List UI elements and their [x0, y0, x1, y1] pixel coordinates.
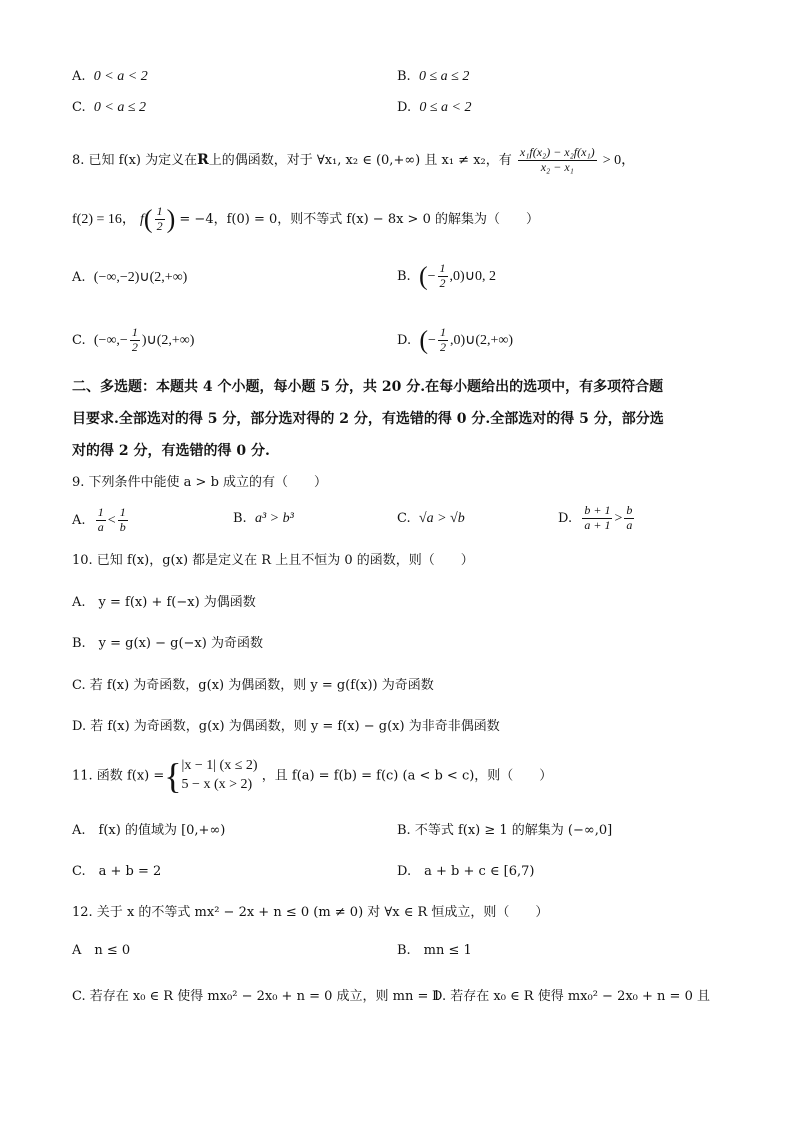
q8-option-d-frac-num: 1 — [439, 325, 446, 339]
q7-option-b-text: 0 ≤ a ≤ 2 — [418, 69, 470, 84]
q8-line2-a: f(2) = 16， — [72, 211, 136, 227]
q8-option-b-frac-den: 2 — [439, 275, 446, 290]
q9-option-a — [72, 506, 130, 535]
q8-half-num: 1 — [156, 204, 163, 218]
q7-option-b-label: B. — [397, 69, 411, 84]
q8-option-c-frac — [130, 326, 140, 355]
q9-a-lt: < — [107, 512, 116, 528]
q9-option-b-label: B. — [233, 511, 247, 526]
q9-d-left-den: a + 1 — [584, 517, 611, 532]
q12-stem: 12. 关于 x 的不等式 mx² − 2x + n ≤ 0 (m ≠ 0) 对 ∀x ∈ R 恒成立，则（ ） — [72, 905, 549, 920]
q11-cases — [182, 757, 258, 795]
q8-option-b-label: B. — [397, 268, 411, 284]
q8-line2-f: f — [140, 211, 144, 227]
q7-option-d — [397, 101, 472, 115]
q9-a-right-den: b — [119, 519, 126, 534]
q8-option-c — [72, 326, 194, 355]
q8-fraction — [518, 146, 597, 175]
q12-option-c: C. 若存在 x₀ ∈ R 使得 mx₀² − 2x₀ + n = 0 成立，则 mn = 1 — [72, 989, 441, 1004]
q9-option-d-frac-right — [624, 504, 634, 533]
q8-option-d-tail: ,0)∪(2,+∞) — [449, 332, 514, 348]
q11-option-d: D. a + b + c ∈ [6,7) — [397, 864, 535, 879]
q9-option-b — [233, 512, 294, 526]
q8-half-den: 2 — [156, 218, 163, 233]
q12-option-b: B. mn ≤ 1 — [397, 943, 472, 958]
q9-a-left-num: 1 — [97, 505, 104, 519]
q8-option-c-label: C. — [72, 332, 86, 348]
q8-option-b-frac-num: 1 — [439, 261, 446, 275]
section2-line2: 目要求.全部选对的得 5 分，部分选对得的 2 分，有选错的得 0 分.全部选对的得 5 分，部分选 — [72, 411, 664, 427]
q7-option-d-text: 0 ≤ a < 2 — [419, 100, 472, 115]
q11-option-c: C. a + b = 2 — [72, 864, 162, 879]
q8-option-d: D. (− $\frac{1}{2}$ ,0)∪(2,+∞) — [397, 325, 514, 355]
q11-option-b: B. 不等式 f(x) ≥ 1 的解集为 (−∞,0] — [397, 823, 613, 838]
q7-option-c — [72, 101, 146, 115]
q7-option-d-label: D. — [397, 100, 412, 115]
q8-option-d-label: D. — [397, 332, 412, 348]
q8-stem-part1: 已知 f(x) 为定义在 — [88, 152, 198, 168]
q8-number: 8. — [72, 152, 85, 168]
q8-option-c-head: (−∞,− — [93, 332, 128, 348]
q7-option-a — [72, 70, 148, 84]
q11-case1: |x − 1| (x ≤ 2) — [181, 758, 258, 773]
q8-option-a-text: (−∞,−2)∪(2,+∞) — [93, 270, 188, 285]
q9-option-b-text: a³ > b³ — [254, 511, 294, 526]
q8-option-c-tail: )∪(2,+∞) — [141, 332, 195, 348]
q9-a-right-num: 1 — [119, 505, 126, 519]
q9-option-c-text: √a > √b — [418, 511, 465, 526]
q8-option-d-frac — [438, 326, 448, 355]
q8-option-a — [72, 271, 187, 285]
q8-option-b-tail: ,0)∪0, 2 — [449, 268, 496, 284]
q8-stem-line2: f(2) = 16， f( $\frac{1}{2}$ ) = −4，f(0) = 0，则不等式 f(x) − 8x > 0 的解集为（ ） — [72, 204, 539, 234]
q10-option-a: A. y = f(x) + f(−x) 为偶函数 — [72, 595, 256, 610]
q9-option-c — [397, 512, 465, 526]
q7-option-a-text: 0 < a < 2 — [93, 69, 148, 84]
q9-option-d — [558, 504, 636, 533]
q8-stem-part2: 上的偶函数，对于 ∀x₁, x₂ ∈ (0,+∞) 且 x₁ ≠ x₂，有 — [208, 152, 512, 168]
q8-fraction-numerator: x₁f(x₂) − x₂f(x₁) — [519, 145, 595, 159]
q9-d-left-num: b + 1 — [584, 503, 611, 517]
q10-option-b: B. y = g(x) − g(−x) 为奇函数 — [72, 636, 263, 651]
q8-stem-line1 — [72, 146, 635, 175]
q10-stem: 10. 已知 f(x)，g(x) 都是定义在 R 上且不恒为 0 的函数，则（ ） — [72, 553, 474, 568]
q9-d-right-num: b — [626, 503, 633, 517]
q8-option-b-frac — [438, 262, 448, 291]
section2-line1: 二、多选题：本题共 4 个小题，每小题 5 分，共 20 分.在每小题给出的选项中，有多项符合题 — [72, 379, 664, 395]
q8-option-c-frac-den: 2 — [131, 339, 138, 354]
q11-option-a: A. f(x) 的值域为 [0,+∞) — [72, 823, 226, 838]
section2-line3: 对的得 2 分，有选错的得 0 分. — [72, 443, 270, 459]
q9-option-a-frac-left — [96, 506, 106, 535]
q8-option-d-frac-den: 2 — [439, 339, 446, 354]
q11-case2: 5 − x (x > 2) — [181, 776, 253, 792]
q8-half — [155, 205, 165, 234]
q10-option-c: C. 若 f(x) 为奇函数，g(x) 为偶函数，则 y = g(f(x)) 为奇函数 — [72, 678, 434, 693]
q9-d-gt: > — [614, 510, 623, 526]
q9-option-c-label: C. — [397, 511, 411, 526]
q11-stem-tail: ，且 f(a) = f(b) = f(c) (a < b < c)，则（ ） — [261, 768, 553, 784]
q9-option-d-label: D. — [558, 510, 573, 526]
q7-option-b — [397, 70, 469, 84]
q11-stem: 11. 函数 f(x) ={ |x − 1| (x ≤ 2) 5 − x (x > 2) ，且 f(a) = f(b) = f(c) (a < b < c)，则（ ） — [72, 755, 553, 796]
q8-option-b: B. (− $\frac{1}{2}$ ,0)∪0, 2 — [397, 261, 496, 291]
q8-real-set: R — [197, 151, 209, 168]
q8-option-a-label: A. — [72, 270, 86, 285]
q8-fraction-denominator: x₂ − x₁ — [540, 159, 574, 174]
q7-option-c-label: C. — [72, 100, 86, 115]
q9-a-left-den: a — [97, 519, 104, 534]
q8-option-b-neg: − — [427, 268, 436, 284]
q10-option-d: D. 若 f(x) 为奇函数，g(x) 为偶函数，则 y = f(x) − g(x) 为非奇非偶函数 — [72, 719, 500, 734]
q9-option-a-label: A. — [72, 512, 86, 528]
q9-d-right-den: a — [626, 517, 633, 532]
q12-option-d: D. 若存在 x₀ ∈ R 使得 mx₀² − 2x₀ + n = 0 且 — [432, 989, 710, 1004]
q8-line2-c: = −4，f(0) = 0，则不等式 f(x) − 8x > 0 的解集为（ ） — [179, 211, 539, 227]
q12-option-a: A n ≤ 0 — [72, 943, 131, 958]
q8-option-d-neg: − — [428, 332, 436, 348]
q8-option-c-frac-num: 1 — [131, 325, 138, 339]
q9-option-a-frac-right — [118, 506, 128, 535]
q8-ineq-tail: > 0， — [602, 152, 636, 168]
q7-option-a-label: A. — [72, 69, 86, 84]
q7-option-c-text: 0 < a ≤ 2 — [93, 100, 147, 115]
q9-option-d-frac-left — [582, 504, 612, 533]
q9-stem: 9. 下列条件中能使 a > b 成立的有（ ） — [72, 475, 328, 490]
q11-stem-head: 11. 函数 f(x) = — [72, 768, 165, 784]
